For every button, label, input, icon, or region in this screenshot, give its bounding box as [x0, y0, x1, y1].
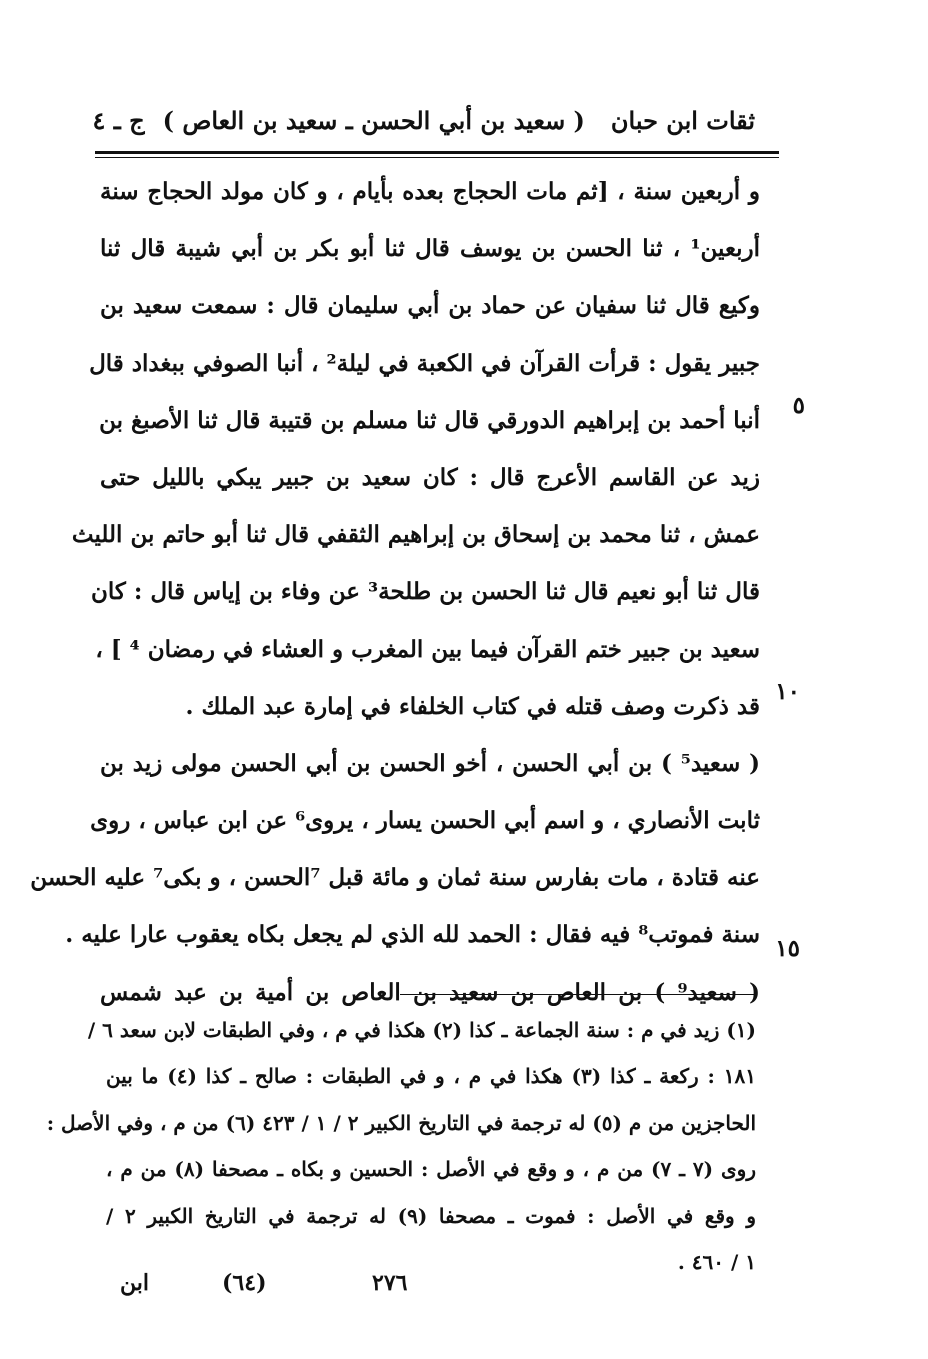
text-line: قال ثنا أبو نعيم قال ثنا الحسن بن طلحة³ عن وفاء بن إياس قال : كان [90, 578, 760, 606]
footnote-line: و وقع في الأصل : فموت ـ مصحفا (٩) له ترجمة في التاريخ الكبير ٢ / [106, 1203, 756, 1228]
text-line: جبير يقول : قرأت القرآن في الكعبة في ليلة² ، أنبا الصوفي ببغداد قال [89, 349, 760, 377]
line-number-10: ١٠ [775, 678, 800, 705]
footnote-line: ١٨١ : ركعة ـ كذا (٣) هكذا في م ، و في الطبقات : صالح ـ كذا (٤) ما بين [106, 1064, 756, 1089]
signature-mark: (٦٤) [222, 1270, 267, 1296]
footnotes [46, 1007, 756, 1285]
header-volume: ج ـ ٤ [92, 105, 145, 135]
text-line: سعيد بن جبير ختم القرآن فيما بين المغرب و العشاء في رمضان ⁴ ] ، [95, 635, 760, 663]
text-line: ( سعيد⁵ ) بن أبي الحسن ، أخو الحسن بن أبي الحسن مولى زيد بن [100, 749, 760, 777]
text-line: قد ذكرت وصف قتله في كتاب الخلفاء في إمارة عبد الملك . [185, 692, 760, 720]
page-number: ٢٧٦ [372, 1270, 408, 1296]
footnote-line: الحاجزين من م (٥) له ترجمة في التاريخ الكبير ٢ / ١ / ٤٢٣ (٦) من م ، وفي الأصل : [46, 1110, 756, 1135]
text-line: أربعين¹ ، ثنا الحسن بن يوسف قال ثنا أبو بكر بن أبي شيبة قال ثنا [100, 235, 760, 263]
text-line: أنبا أحمد بن إبراهيم الدورقي قال ثنا مسلم بن قتيبة قال ثنا الأصبغ بن [99, 406, 760, 434]
header-book-title: ثقات ابن حبان [610, 105, 755, 135]
catchword: ابن [120, 1270, 149, 1296]
text-line: وكيع قال ثنا سفيان عن حماد بن أبي سليمان قال : سمعت سعيد بن [100, 292, 760, 320]
header-rule-thick [95, 151, 779, 154]
footnote-line: (١) زيد في م : سنة الجماعة ـ كذا (٢) هكذا في م ، وفي الطبقات لابن سعد ٦ / [87, 1018, 756, 1042]
running-header [92, 98, 755, 142]
text-line: ( سعيد⁹ ) بن العاص بن سعيد بن العاص بن أمية بن عبد شمس [100, 978, 760, 1006]
main-text [30, 163, 760, 1021]
footnote-line: ١ / ٤٦٠ . [677, 1249, 756, 1274]
header-subject: ( سعيد بن أبي الحسن ـ سعيد بن العاص ) [162, 105, 585, 135]
text-line: و أربعين سنة ، [ثم مات الحجاج بعده بأيام ، و كان مولد الحجاج سنة [100, 178, 760, 205]
header-rule-thin [95, 157, 779, 158]
line-number-15: ١٥ [775, 935, 800, 962]
footnote-line: روى (٧ ـ ٧) من م ، و وقع في الأصل : الحسين و بكاه ـ مصحفا (٨) من م ، [106, 1157, 756, 1182]
text-line: عمش ، ثنا محمد بن إسحاق بن إبراهيم الثقفي قال ثنا أبو حاتم بن الليث [71, 521, 760, 549]
text-line: سنة فموتب⁸ فيه فقال : الحمد لله الذي لم يجعل بكاه يعقوب عارا عليه . [65, 921, 760, 949]
text-line: عنه قتادة ، مات بفارس سنة ثمان و مائة قبل ⁷الحسن ، و بكى⁷ عليه الحسن [30, 864, 760, 892]
text-line: ثابت الأنصاري ، و اسم أبي الحسن يسار ، يروى⁶ عن ابن عباس ، روى [90, 807, 760, 835]
line-number-5: ٥ [792, 392, 805, 419]
text-line: زيد عن القاسم الأعرج قال : كان سعيد بن جبير يبكي بالليل حتى [100, 463, 760, 491]
footnote-separator [400, 994, 754, 995]
